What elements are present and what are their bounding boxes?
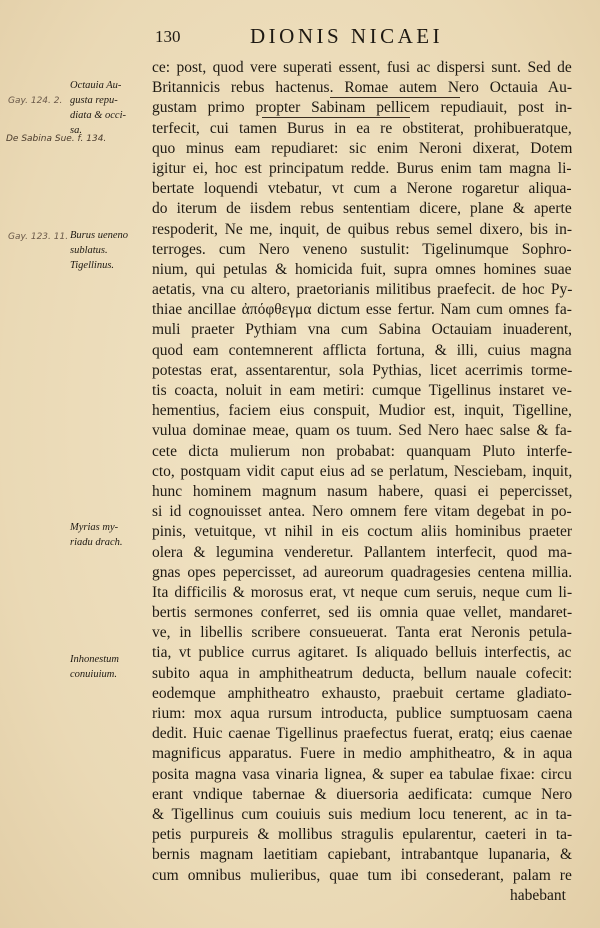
text-line: hunc hominem magnum nasum habere, quasi ei pepercisset, [152, 482, 572, 500]
margin-note-octauia [70, 78, 152, 138]
margin-note-myrias [70, 520, 152, 550]
text-line: cete dicta mulierum non probabat: quanquam Pluto interfe- [152, 442, 572, 460]
text-line: igitur ei, hoc est principatum redde. Burus enim tam magna li- [152, 159, 572, 177]
text-line: thiae ancillae ἀπόφθεγμα dictum esse fertur. Nam cum omnes fa- [152, 301, 572, 319]
text-line: bertate loquendi vtebatur, vt cum a Nerone rogaretur aliqua- [152, 180, 572, 198]
text-line: si id cognouisset antea. Nero omnem fere vitam degebat in po- [152, 503, 572, 521]
text-line: ve, in libellis scribere consueuerat. Tanta erat Neronis petula- [152, 624, 572, 642]
text-line: & Tigellinus cum couiuis suis medium locu tenerent, ac in ta- [152, 805, 572, 823]
text-line: gnas opes pepercisset, ad aureorum quadragesies centena millia. [152, 563, 572, 581]
text-line: aetatis, vna cu altero, praetorianis militibus praefecit. de hoc Py- [152, 281, 572, 299]
text-line: magnificus apparatus. Fuere in medio amphitheatro, & in aqua [152, 745, 572, 763]
margin-note-line: diata & occi- [70, 110, 126, 121]
text-line: cto, postquam vidit caput eius ad se perlatum, Nesciebam, inquit, [152, 462, 572, 480]
text-line: do iterum de iisdem rebus sententiam dicere, plane & aperte [152, 200, 572, 218]
text-line: muli praeter Pythiam vna cum Sabina Octauiam inuaderent, [152, 321, 572, 339]
text-line: ce: post, quod vere superati essent, fusi ac dispersi sunt. Sed de [152, 59, 572, 76]
margin-note-line: Inhonestum [70, 654, 119, 665]
text-line: quo minus eam repudiaret: sic enim Neroni dixerat, Dotem [152, 139, 572, 157]
margin-note-line: sa. [70, 125, 82, 136]
text-line: vulua dominae meae, quam os tuum. Sed Nero haec salse & fa- [152, 422, 572, 440]
text-line: gustam primo propter Sabinam pellicem repudiauit, post in- [152, 99, 572, 117]
text-line: pinis, vetuitque, vt nihil in eis coctum aliis hominibus praeter [152, 523, 572, 541]
text-line: tia, vt publice currus agitaret. Is aliquado belluis interfectis, ac [152, 644, 572, 662]
handwritten-note: Gay. 124. 2. [8, 96, 63, 106]
text-line: tis coacta, noluit in eam metiri: cumque Tigellinus instaret ve- [152, 382, 572, 399]
text-line: olera & legumina venderetur. Pallantem interfecit, quod ma- [152, 543, 572, 561]
margin-note-line: sublatus. [70, 245, 108, 256]
text-line: subito aqua in amphitheatrum deducta, bellum nauale cofecit: [152, 664, 572, 682]
handwritten-note: De Sabina Sue. f. 134. [6, 134, 107, 144]
text-line: eodemque amphitheatro exhausto, praebuit certame gladiato- [152, 684, 572, 702]
text-line: bertis sermones conferret, sed iis omnia quae vellet, mandaret- [152, 604, 572, 622]
page-number: 130 [155, 27, 181, 46]
text-line: Ita difficilis & morosus erat, vt neque cum seruis, neque cum li- [152, 583, 572, 601]
running-title: DIONIS NICAEI [250, 24, 444, 48]
margin-note-line: Myrias my- [70, 522, 119, 533]
margin-note-line: riadu drach. [70, 537, 123, 548]
margin-note-line: Octauia Au- [70, 80, 122, 91]
text-line: respoderit, Ne me, inquit, de quibus rebus semel dixero, bis in- [152, 220, 572, 238]
text-line: Britannicis rebus hactenus. Romae autem Nero Octauia Au- [152, 79, 572, 97]
text-line: erant vndique tabernae & diuersoria aedificata: cumque Nero [152, 785, 572, 803]
text-line: terfecit, cui tamen Burus in ea re obstiterat, prohibueratque, [152, 119, 572, 137]
margin-note-line: Tigellinus. [70, 260, 115, 271]
main-text-block [152, 58, 572, 906]
text-line: rium: mox aqua rursum introducta, publice sumptuosam caena [152, 705, 572, 722]
margin-note-line: conuiuium. [70, 669, 117, 680]
text-line: potestas erat, assentarentur, sola Pythias, licet acerrimis torme- [152, 361, 572, 379]
margin-note-line: gusta repu- [70, 95, 118, 106]
page-header [150, 24, 570, 54]
text-line: dedit. Huic caenae Tigellinus praefectus fuerat, eratq; eius caenae [152, 725, 572, 743]
margin-note-line: Burus ueneno [70, 230, 129, 241]
text-line: nium, qui petulas & homicida fuit, supra omnes homines suae [152, 260, 572, 278]
text-line: petis purpureis & mollibus stragulis epularentur, caeteri in ta- [152, 826, 572, 844]
margin-note-burus [70, 228, 152, 273]
margin-note-inhonestum [70, 652, 152, 682]
text-line: bernis magnam laetitiam capiebant, intrabantque lupanaria, & [152, 846, 572, 864]
text-line: posita magna vasa vinaria lignea, & super ea tabulae fixae: circu [152, 765, 572, 783]
text-line: habebant [510, 886, 566, 904]
handwritten-note: Gay. 123. 11. [8, 232, 69, 242]
text-line: terroges. cum Nero veneno sustulit: Tigelinumque Sophro- [152, 240, 572, 258]
text-line: quod eam contemnerent afflicta fortuna, & illi, cuius magna [152, 341, 572, 359]
text-line: cum omnibus mulieribus, quae tum ibi consederant, palam re [152, 866, 572, 884]
text-line: hementius, faciem eius conspuit, Mudior est, inquit, Tigelline, [152, 402, 572, 420]
